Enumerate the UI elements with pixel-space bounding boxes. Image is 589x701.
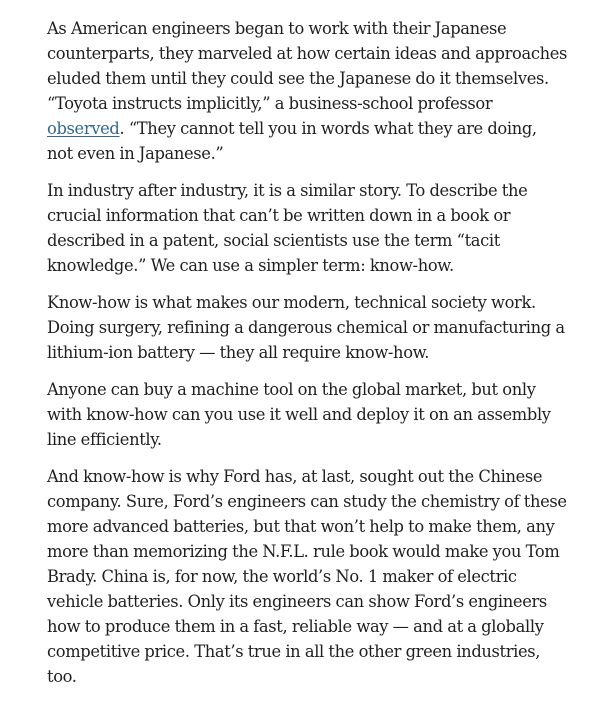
- paragraph-2: In industry after industry, it is a similar story. To describe the crucial information that can’t be written down in a book or described in a patent, social scientists use the term “tacit knowledge.” We can use a simpler term: know-how.: [47, 181, 528, 275]
- paragraph-1-text-start: As American engineers began to work with their Japanese counterparts, they marveled at how certain ideas and approaches eluded them until they could see the Japanese do it themselves. “Toyota instructs implicitly,” a business-school professor: [47, 19, 568, 113]
- paragraph-4: Anyone can buy a machine tool on the global market, but only with know-how can you use it well and deploy it on an assembly line efficiently.: [47, 380, 551, 449]
- article-body: [47, 16, 567, 701]
- paragraph-1: [47, 16, 567, 166]
- paragraph-5: And know-how is why Ford has, at last, sought out the Chinese company. Sure, Ford’s engineers can study the chemistry of these more advanced batteries, but that won’t help to make them, any more than memorizing the N.F.L. rule book would make you Tom Brady. China is, for now, the world’s No. 1 maker of electric vehicle batteries. Only its engineers can show Ford’s engineers how to produce them in a fast, reliable way — and at a globally competitive price. That’s true in all the other green industries, too.: [47, 467, 567, 686]
- paragraph-1-text-end: . “They cannot tell you in words what they are doing, not even in Japanese.”: [47, 119, 537, 163]
- observed-link[interactable]: observed: [47, 119, 120, 138]
- paragraph-3: Know-how is what makes our modern, technical society work. Doing surgery, refining a dangerous chemical or manufacturing a lithium-ion battery — they all require know-how.: [47, 293, 565, 362]
